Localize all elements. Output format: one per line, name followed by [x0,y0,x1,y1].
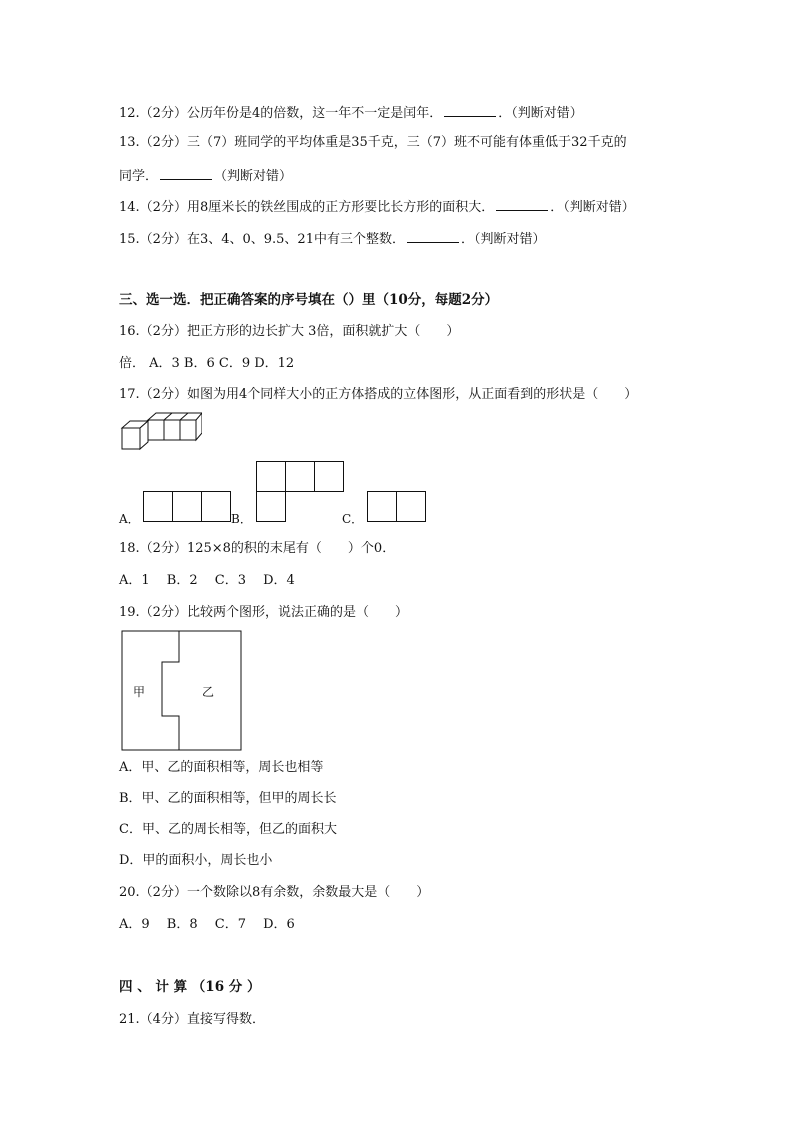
question-13-suffix: （判断对错） [214,169,293,184]
option-c-label: C． [342,512,364,526]
question-12-text: 12.（2分）公历年份是4的倍数，这一年不一定是闰年． [119,106,443,121]
answer-blank[interactable] [496,198,548,211]
shape-left-label: 甲 [133,685,146,699]
question-15-suffix: ．（判断对错） [460,232,546,247]
answer-blank[interactable] [444,104,496,117]
question-13-line1: 13.（2分）三（7）班同学的平均体重是35千克，三（7）班不可能有体重低于32千克的 [119,135,627,150]
question-21: 21.（4分）直接写得数． [119,1012,265,1027]
option-a-label: A． [119,512,140,526]
question-12-suffix: ．（判断对错） [498,106,583,121]
question-14-suffix: ．（判断对错） [550,200,635,215]
section-4-heading: 四 、 计 算 （16 分 ） [119,979,261,995]
question-12 [119,104,583,122]
option-a-square [143,491,173,522]
question-15-text: 15.（2分）在3、4、0、9.5、21中有三个整数． [119,232,405,247]
question-13-line2 [119,167,292,185]
question-19-option-a: A．甲、乙的面积相等，周长也相等 [119,760,324,775]
answer-blank[interactable] [160,167,212,180]
option-b-square [285,461,315,492]
question-19-option-c: C．甲、乙的周长相等，但乙的面积大 [119,822,337,837]
shape-right-label: 乙 [202,685,215,699]
answer-blank[interactable] [407,230,459,243]
option-a-square [201,491,231,522]
question-19-option-d: D．甲的面积小，周长也小 [119,853,273,868]
question-15 [119,230,546,248]
question-18: 18.（2分）125×8的积的末尾有（ ）个0． [119,541,396,556]
option-b-square [314,461,344,492]
question-20: 20.（2分）一个数除以8有余数，余数最大是（ ） [119,885,430,900]
question-16-options: 倍． A．3 B．6 C．9 D．12 [119,356,295,371]
question-13-text: 同学． [119,169,159,184]
option-b-label: B． [231,512,252,526]
question-14 [119,198,635,216]
question-14-text: 14.（2分）用8厘米长的铁丝围成的正方形要比长方形的面积大． [119,200,495,215]
question-19-option-b: B．甲、乙的面积相等，但甲的周长长 [119,791,337,806]
option-a-square [172,491,202,522]
cube-stack-figure [120,412,202,452]
option-c-square [367,491,397,522]
question-19: 19.（2分）比较两个图形，说法正确的是（ ） [119,605,408,620]
option-b-square [256,491,286,522]
question-16: 16.（2分）把正方形的边长扩大 3倍，面积就扩大（ ） [119,324,460,339]
section-3-heading: 三、选一选．把正确答案的序号填在（）里（10分，每题2分） [119,292,499,308]
option-c-square [396,491,426,522]
question-18-options: A．1 B．2 C．3 D．4 [119,573,295,588]
option-b-square [256,461,286,492]
question-20-options: A．9 B．8 C．7 D．6 [119,917,295,932]
question-17: 17.（2分）如图为用4个同样大小的正方体搭成的立体图形，从正面看到的形状是（ ） [119,387,638,402]
